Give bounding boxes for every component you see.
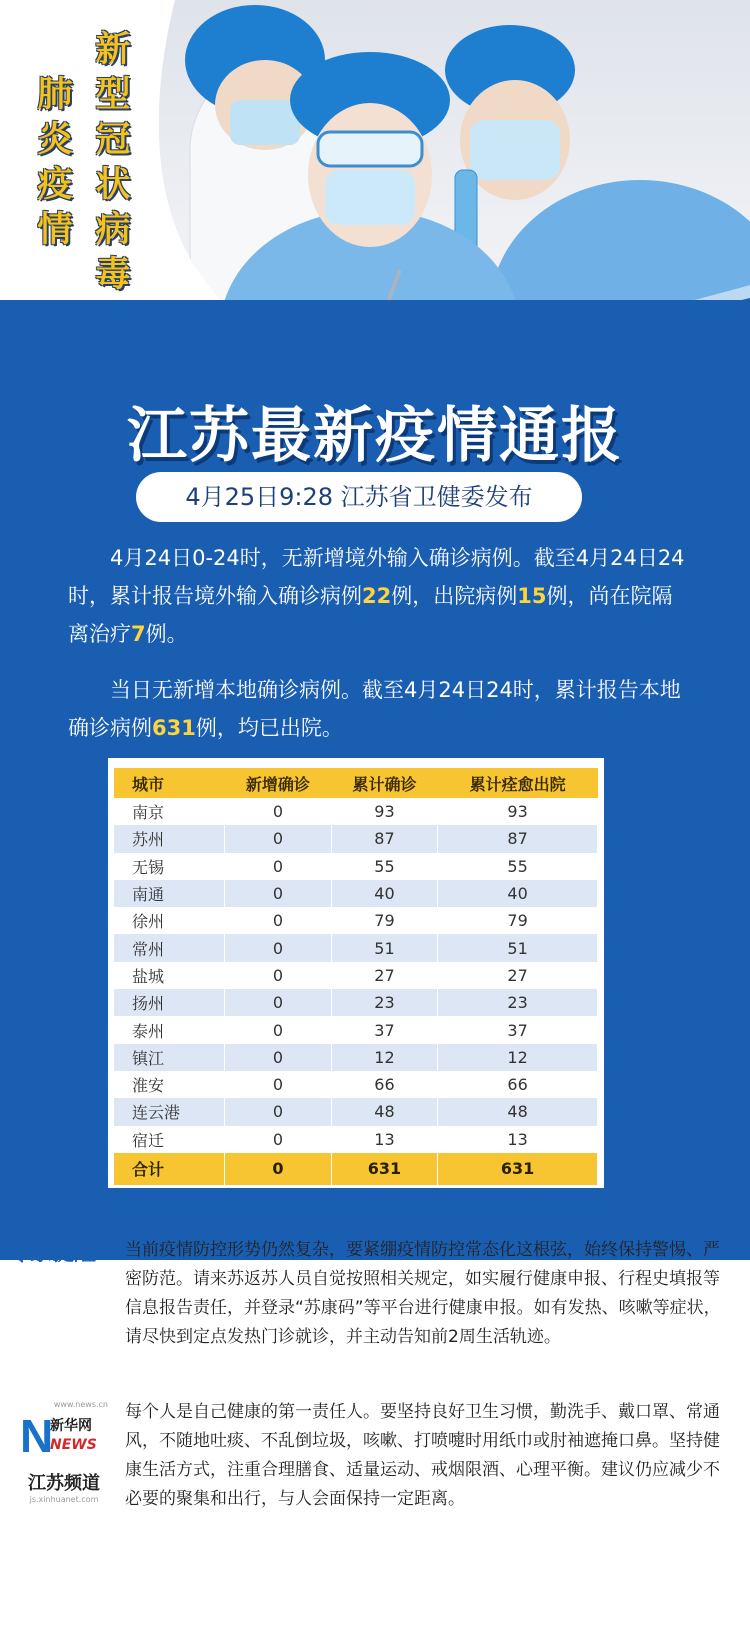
table-row: 苏州 0 87 87: [114, 825, 598, 852]
table-row: 宿迁 0 13 13: [114, 1126, 598, 1153]
expert-tip-1: 当前疫情防控形势仍然复杂，要紧绷疫情防控常态化这根弦，始终保持警惕、严密防范。请来苏返苏人员自觉按照相关规定，如实履行健康申报、行程史填报等信息报告责任，并登录“苏康码”等平台进行健康申报。如有发热、咳嗽等症状，请尽快到定点发热门诊就诊，并主动告知前2周生活轨迹。: [125, 1240, 721, 1347]
table-row: 徐州 0 79 79: [114, 907, 598, 934]
logo-brand: [20, 1411, 108, 1461]
logo-news: NEWS: [50, 1437, 97, 1453]
table-row: 南京 0 93 93: [114, 798, 598, 825]
vertical-title-right: 新 型 冠 状 病 毒: [95, 30, 131, 295]
local-cases-paragraph: 当日无新增本地确诊病例。截至4月24日24时，累计报告本地确诊病例631例，均已出院。: [68, 678, 681, 740]
header-total: 累计确诊: [331, 768, 438, 798]
table-header-row: [114, 768, 598, 798]
table-row: 泰州 0 37 37: [114, 1016, 598, 1043]
xinhua-logo: [20, 1400, 108, 1510]
page-title: 江苏最新疫情通报: [127, 401, 623, 471]
expert-reminder-label: 专家提醒：: [8, 1241, 119, 1266]
news-n-icon: N: [20, 1410, 54, 1462]
import-in-treatment-number: 7: [131, 622, 146, 646]
table-row: 盐城 0 27 27: [114, 962, 598, 989]
local-total-number: 631: [152, 716, 196, 740]
header-city: 城市: [114, 768, 225, 798]
header-new: 新增确诊: [225, 768, 332, 798]
expert-tip-2: 每个人是自己健康的第一责任人。要坚持良好卫生习惯，勤洗手、戴口罩、常通风，不随地吐痰、不乱倒垃圾，咳嗽、打喷嚏时用纸巾或肘袖遮掩口鼻。坚持健康生活方式，注重合理膳食、适量运动、戒烟限酒、心理平衡。建议仍应减少不必要的聚集和出行，与人会面保持一定距离。: [125, 1402, 720, 1509]
city-table-container: [108, 758, 604, 1188]
vertical-title-left: 肺 炎 疫 情: [37, 75, 73, 250]
table-row: 常州 0 51 51: [114, 934, 598, 961]
city-cases-table: [114, 768, 598, 1185]
table-row: 无锡 0 55 55: [114, 853, 598, 880]
import-total-number: 22: [362, 584, 392, 608]
table-row: 南通 0 40 40: [114, 880, 598, 907]
table-row: 镇江 0 12 12: [114, 1044, 598, 1071]
table-row: 淮安 0 66 66: [114, 1071, 598, 1098]
logo-url-top: www.news.cn: [53, 1400, 108, 1409]
table-row: 扬州 0 23 23: [114, 989, 598, 1016]
logo-url-bottom: js.xinhuanet.com: [29, 1495, 99, 1504]
table-total-row: 合计 0 631 631: [114, 1153, 598, 1185]
vertical-title: [30, 28, 150, 298]
logo-brand-cn: 新华网: [50, 1418, 92, 1434]
header-recovered: 累计痊愈出院: [438, 768, 598, 798]
table-row: 连云港 0 48 48: [114, 1098, 598, 1125]
publish-date-pill: 4月25日9:28 江苏省卫健委发布: [136, 472, 582, 522]
logo-channel: 江苏频道: [28, 1473, 100, 1494]
panel-curve: [0, 290, 750, 360]
import-discharged-number: 15: [517, 584, 547, 608]
import-cases-paragraph: 4月24日0-24时，无新增境外输入确诊病例。截至4月24日24时，累计报告境外输入确诊病例22例，出院病例15例，尚在院隔离治疗7例。: [68, 546, 685, 646]
